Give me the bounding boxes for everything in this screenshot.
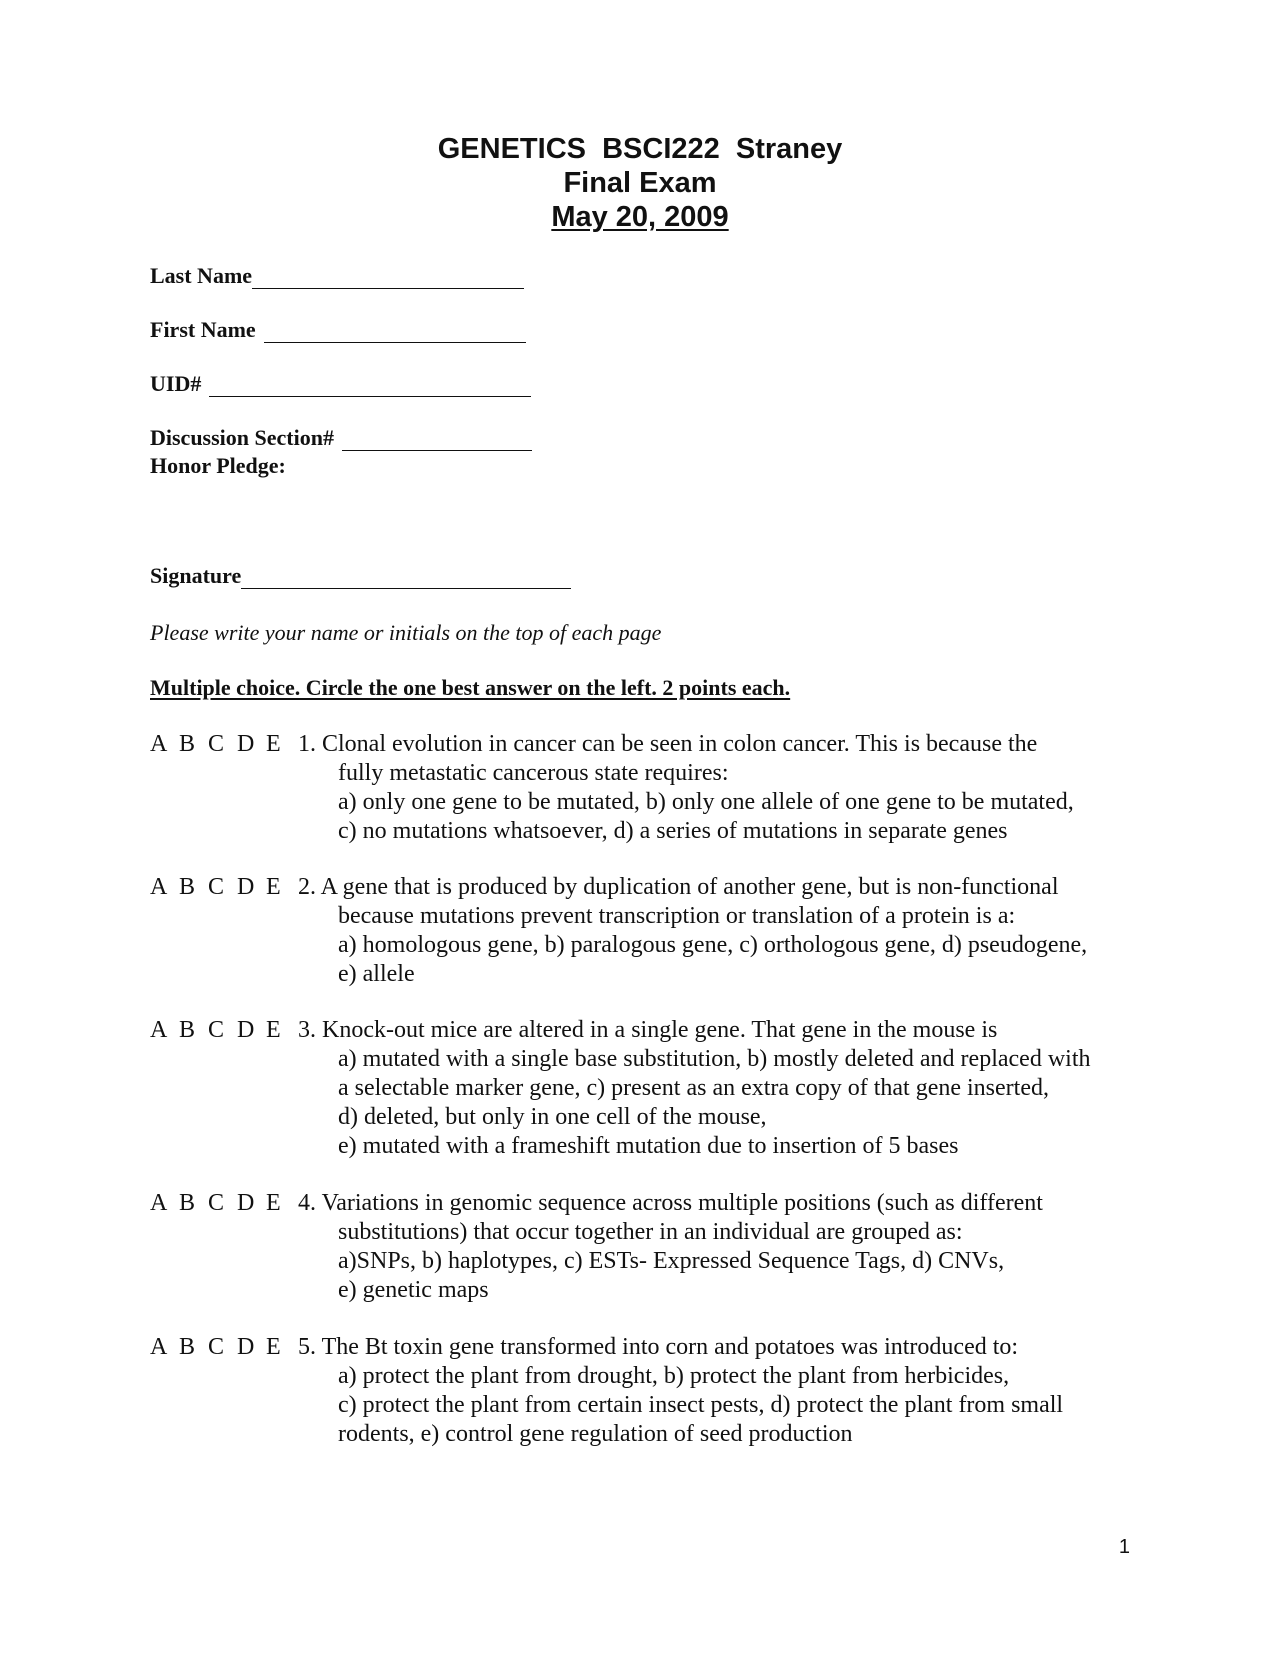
question-stem: 5. The Bt toxin gene transformed into corn and potatoes was introduced to: — [298, 1334, 1019, 1360]
choice-a[interactable]: A — [150, 1334, 168, 1360]
choice-c[interactable]: C — [208, 1190, 225, 1216]
answer-choices[interactable] — [150, 1016, 298, 1045]
question-line: c) no mutations whatsoever, d) a series of mutations in separate genes — [338, 818, 1008, 844]
discussion-section-blank[interactable] — [342, 430, 532, 451]
first-name-blank[interactable] — [264, 322, 526, 343]
choice-d[interactable]: D — [237, 1017, 255, 1043]
question-3 — [150, 1016, 1130, 1161]
exam-date: May 20, 2009 — [551, 201, 729, 233]
discussion-section-field[interactable] — [150, 425, 532, 451]
question-line: fully metastatic cancerous state requires: — [338, 760, 729, 786]
question-line: a) protect the plant from drought, b) protect the plant from herbicides, — [338, 1363, 1010, 1389]
question-line: because mutations prevent transcription or translation of a protein is a: — [338, 903, 1016, 929]
choice-b[interactable]: B — [179, 874, 196, 900]
signature-blank[interactable] — [241, 568, 571, 589]
choice-d[interactable]: D — [237, 1334, 255, 1360]
question-stem: 3. Knock-out mice are altered in a single gene. That gene in the mouse is — [298, 1017, 998, 1043]
question-stem: 2. A gene that is produced by duplication of another gene, but is non-functional — [298, 874, 1059, 900]
choice-d[interactable]: D — [237, 874, 255, 900]
choice-b[interactable]: B — [179, 1190, 196, 1216]
choice-a[interactable]: A — [150, 1190, 168, 1216]
uid-blank[interactable] — [209, 376, 531, 397]
choice-c[interactable]: C — [208, 1017, 225, 1043]
question-line: a) homologous gene, b) paralogous gene, c) orthologous gene, d) pseudogene, — [338, 932, 1088, 958]
exam-header — [0, 132, 1280, 234]
question-line: a selectable marker gene, c) present as an extra copy of that gene inserted, — [338, 1075, 1049, 1101]
question-line: substitutions) that occur together in an individual are grouped as: — [338, 1219, 963, 1245]
choice-a[interactable]: A — [150, 874, 168, 900]
question-line: a) mutated with a single base substitution, b) mostly deleted and replaced with — [338, 1046, 1091, 1072]
course-title: GENETICS BSCI222 Straney — [437, 133, 843, 165]
choice-b[interactable]: B — [179, 1017, 196, 1043]
last-name-label: Last Name — [150, 263, 253, 288]
choice-a[interactable]: A — [150, 1017, 168, 1043]
choice-e[interactable]: E — [266, 1190, 281, 1216]
choice-d[interactable]: D — [237, 1190, 255, 1216]
question-line: c) protect the plant from certain insect pests, d) protect the plant from small — [338, 1392, 1064, 1418]
answer-choices[interactable] — [150, 730, 298, 759]
answer-choices[interactable] — [150, 1189, 298, 1218]
question-line: e) allele — [338, 961, 415, 987]
exam-title: Final Exam — [563, 167, 717, 199]
discussion-section-label: Discussion Section# — [150, 425, 334, 450]
honor-pledge — [150, 453, 286, 479]
answer-choices[interactable] — [150, 1333, 298, 1362]
first-name-label: First Name — [150, 317, 256, 342]
question-1 — [150, 730, 1130, 846]
question-line: rodents, e) control gene regulation of seed production — [338, 1421, 853, 1447]
choice-e[interactable]: E — [266, 1017, 281, 1043]
question-line: a) only one gene to be mutated, b) only one allele of one gene to be mutated, — [338, 789, 1074, 815]
question-5 — [150, 1333, 1130, 1449]
first-name-field[interactable] — [150, 317, 526, 343]
choice-e[interactable]: E — [266, 731, 281, 757]
question-line: d) deleted, but only in one cell of the mouse, — [338, 1104, 767, 1130]
section-heading: Multiple choice. Circle the one best answer on the left. 2 points each. — [150, 675, 791, 700]
signature-field[interactable] — [150, 563, 571, 589]
honor-pledge-label: Honor Pledge: — [150, 453, 286, 478]
last-name-blank[interactable] — [252, 268, 524, 289]
choice-c[interactable]: C — [208, 874, 225, 900]
choice-b[interactable]: B — [179, 731, 196, 757]
question-stem: 4. Variations in genomic sequence across multiple positions (such as different — [298, 1190, 1043, 1216]
uid-field[interactable] — [150, 371, 531, 397]
page-number: 1 — [1118, 1536, 1130, 1558]
question-stem: 1. Clonal evolution in cancer can be seen in colon cancer. This is because the — [298, 731, 1038, 757]
choice-e[interactable]: E — [266, 874, 281, 900]
question-line: e) genetic maps — [338, 1277, 489, 1303]
question-line: e) mutated with a frameshift mutation due to insertion of 5 bases — [338, 1133, 959, 1159]
answer-choices[interactable] — [150, 873, 298, 902]
signature-label: Signature — [150, 563, 242, 588]
choice-d[interactable]: D — [237, 731, 255, 757]
choice-c[interactable]: C — [208, 1334, 225, 1360]
choice-a[interactable]: A — [150, 731, 168, 757]
question-2 — [150, 873, 1130, 989]
question-line: a)SNPs, b) haplotypes, c) ESTs- Expressed Sequence Tags, d) CNVs, — [338, 1248, 1005, 1274]
question-4 — [150, 1189, 1130, 1305]
choice-c[interactable]: C — [208, 731, 225, 757]
choice-b[interactable]: B — [179, 1334, 196, 1360]
choice-e[interactable]: E — [266, 1334, 281, 1360]
uid-label: UID# — [150, 371, 202, 396]
instruction-note: Please write your name or initials on the top of each page — [150, 620, 662, 645]
last-name-field[interactable] — [150, 263, 524, 289]
